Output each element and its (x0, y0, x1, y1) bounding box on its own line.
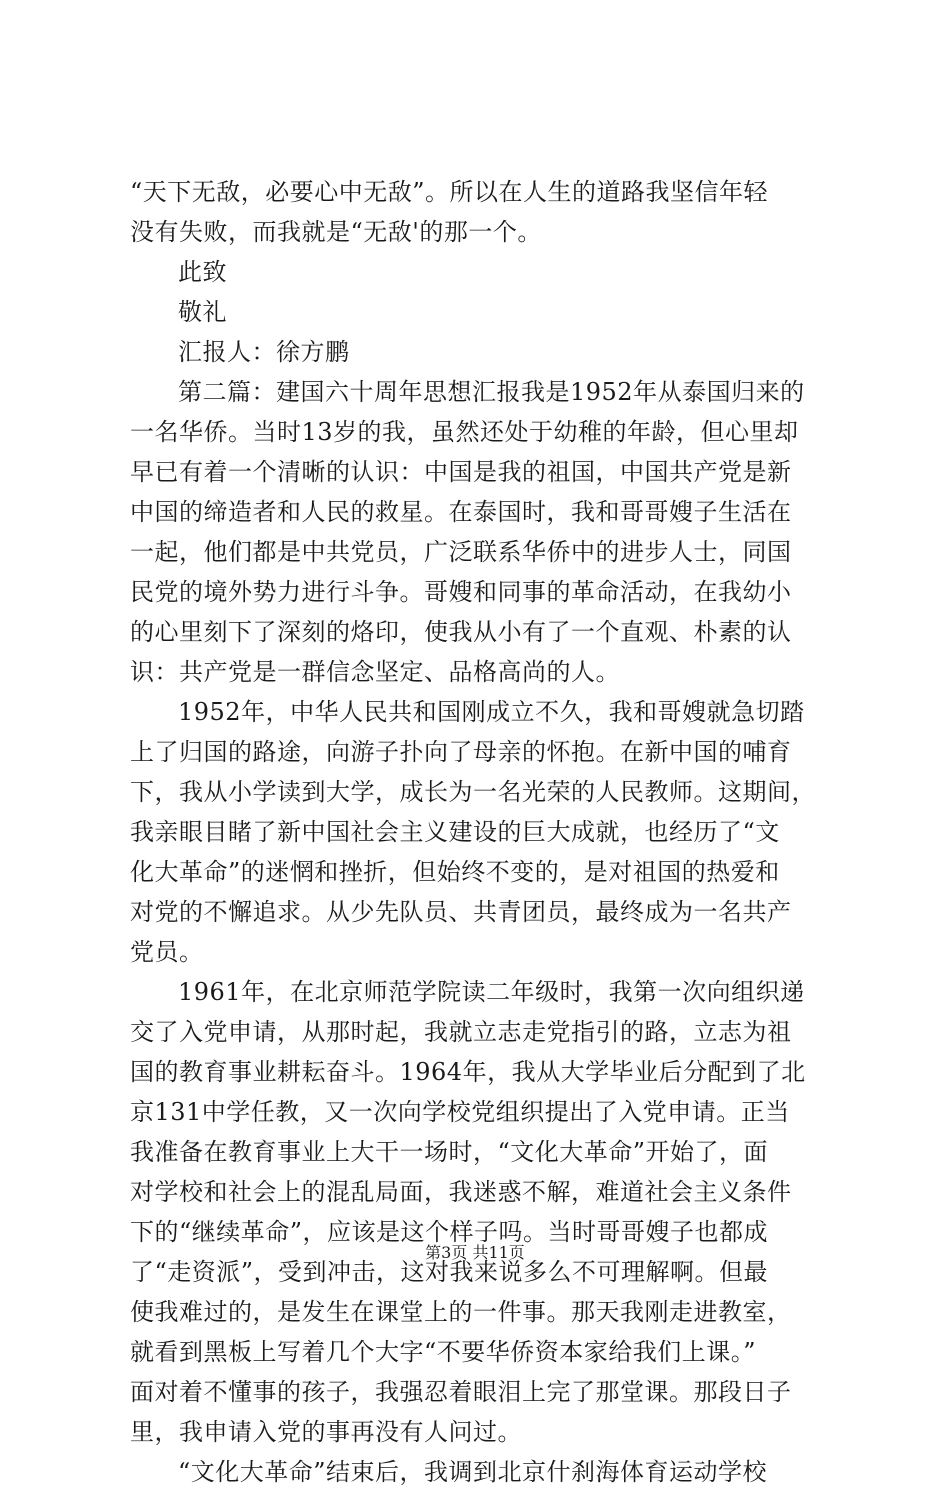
text-line: 国的教育事业耕耘奋斗。1964年，我从大学毕业后分配到了北 (130, 1058, 806, 1086)
text-line: 化大革命”的迷惘和挫折，但始终不变的，是对祖国的热爱和 (130, 858, 780, 886)
text-line: 党员。 (130, 938, 204, 966)
text-line: 我准备在教育事业上大干一场时，“文化大革命”开始了，面 (130, 1138, 769, 1166)
document-body (130, 172, 830, 1492)
text-line: 就看到黑板上写着几个大字“不要华侨资本家给我们上课。” (130, 1338, 757, 1366)
text-line: 对党的不懈追求。从少先队员、共青团员，最终成为一名共产 (130, 898, 792, 926)
text-line: 交了入党申请，从那时起，我就立志走党指引的路，立志为祖 (130, 1018, 792, 1046)
text-line: 里，我申请入党的事再没有人问过。 (130, 1418, 522, 1446)
text-line: 第二篇：建国六十周年思想汇报我是1952年从泰国归来的 (178, 378, 805, 406)
text-line: 一名华侨。当时13岁的我，虽然还处于幼稚的年龄，但心里却 (130, 418, 799, 446)
text-line: 中国的缔造者和人民的救星。在泰国时，我和哥哥嫂子生活在 (130, 498, 792, 526)
text-line: 对学校和社会上的混乱局面，我迷惑不解，难道社会主义条件 (130, 1178, 792, 1206)
text-line: 早已有着一个清晰的认识：中国是我的祖国，中国共产党是新 (130, 458, 792, 486)
text-line: 没有失败，而我就是“无敌'的那一个。 (130, 218, 542, 246)
text-line: “天下无敌，必要心中无敌”。所以在人生的道路我坚信年轻 (130, 178, 769, 206)
text-line: 1952年，中华人民共和国刚成立不久，我和哥嫂就急切踏 (178, 698, 805, 726)
text-line: 京131中学任教，又一次向学校党组织提出了入党申请。正当 (130, 1098, 790, 1126)
page-footer (0, 1240, 950, 1263)
text-line: 汇报人：徐方鹏 (178, 338, 350, 366)
text-line: 一起，他们都是中共党员，广泛联系华侨中的进步人士，同国 (130, 538, 792, 566)
text-line: 我亲眼目睹了新中国社会主义建设的巨大成就，也经历了“文 (130, 818, 780, 846)
text-line: 面对着不懂事的孩子，我强忍着眼泪上完了那堂课。那段日子 (130, 1378, 792, 1406)
text-line: 民党的境外势力进行斗争。哥嫂和同事的革命活动，在我幼小 (130, 578, 792, 606)
text-line: 下，我从小学读到大学，成长为一名光荣的人民教师。这期间， (130, 778, 816, 806)
text-line: 了“走资派”，受到冲击，这对我来说多么不可理解啊。但最 (130, 1258, 769, 1286)
text-line: “文化大革命”结束后，我调到北京什刹海体育运动学校 (178, 1458, 768, 1486)
text-line: 敬礼 (178, 298, 227, 326)
page-indicator: 第3页 共11页 (425, 1243, 525, 1262)
text-line: 上了归国的路途，向游子扑向了母亲的怀抱。在新中国的哺育 (130, 738, 792, 766)
text-line: 1961年，在北京师范学院读二年级时，我第一次向组织递 (178, 978, 805, 1006)
text-line: 使我难过的，是发生在课堂上的一件事。那天我刚走进教室， (130, 1298, 792, 1326)
text-line: 此致 (178, 258, 227, 286)
text-line: 识：共产党是一群信念坚定、品格高尚的人。 (130, 658, 620, 686)
text-line: 的心里刻下了深刻的烙印，使我从小有了一个直观、朴素的认 (130, 618, 792, 646)
text-line: 下的“继续革命”，应该是这个样子吗。当时哥哥嫂子也都成 (130, 1218, 769, 1246)
